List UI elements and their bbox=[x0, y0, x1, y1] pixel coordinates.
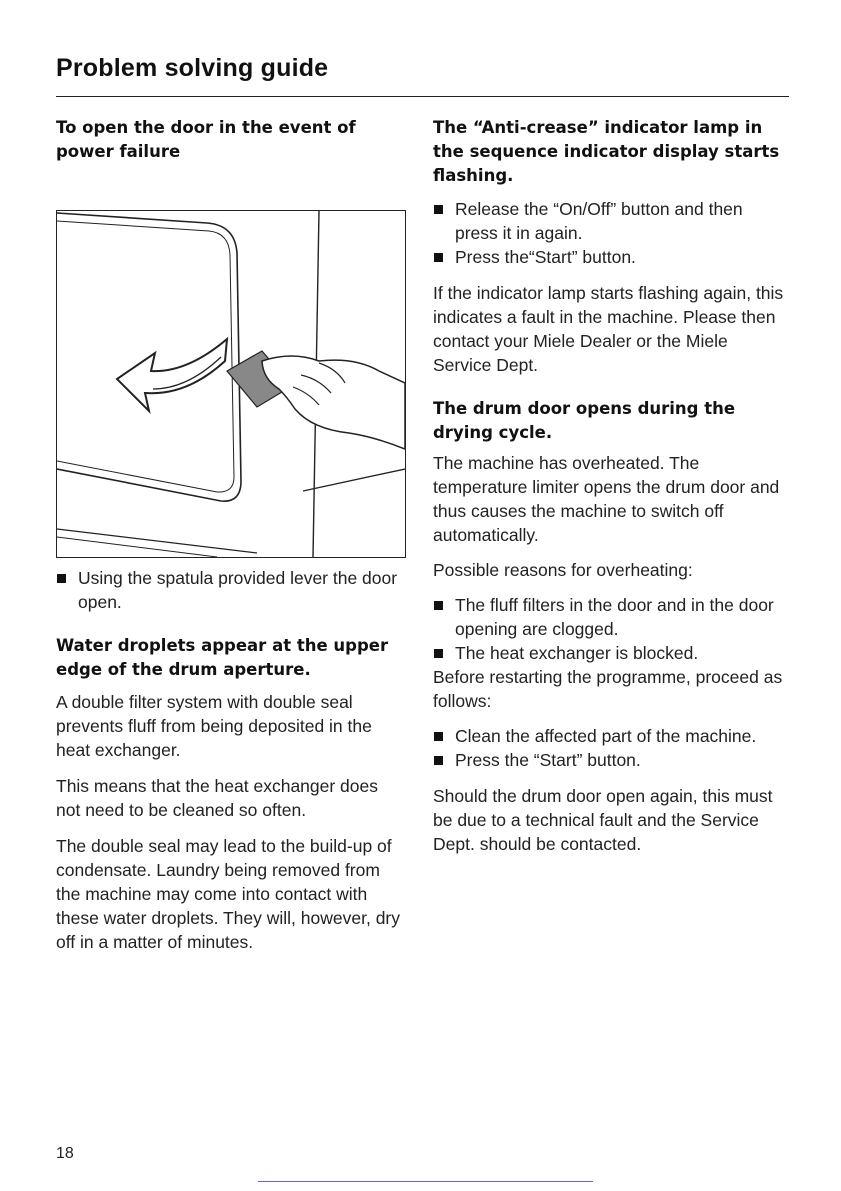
door-opening-diagram bbox=[57, 211, 405, 557]
drumdoor-paragraph-1: The machine has overheated. The temperature limiter opens the drum door and thus causes the machine to switch off automatically. bbox=[433, 453, 780, 545]
header-rule bbox=[56, 96, 789, 97]
bullet-square-icon bbox=[434, 205, 443, 214]
page-number: 18 bbox=[56, 1145, 74, 1162]
bullet-square-icon bbox=[434, 601, 443, 610]
droplets-heading: Water droplets appear at the upper edge of the drum aperture. bbox=[56, 636, 389, 679]
droplets-paragraph-2: This means that the heat exchanger does not need to be cleaned so often. bbox=[56, 776, 379, 820]
step-bullet-1: Clean the affected part of the machine. bbox=[433, 724, 789, 748]
left-column bbox=[56, 116, 406, 954]
bullet-square-icon bbox=[434, 732, 443, 741]
reason-bullet-1: The fluff filters in the door and in the door opening are clogged. bbox=[433, 593, 789, 641]
anticrease-paragraph: If the indicator lamp starts flashing again, this indicates a fault in the machine. Please then contact your Miele Dealer or the Miele Service Dept. bbox=[433, 283, 784, 375]
bottom-divider bbox=[258, 1181, 593, 1182]
bullet-square-icon bbox=[57, 574, 66, 583]
drumdoor-paragraph-4: Should the drum door open again, this must be due to a technical fault and the Service Dept. should be contacted. bbox=[433, 786, 773, 854]
right-column bbox=[433, 116, 789, 856]
droplets-paragraph-3: The double seal may lead to the build-up of condensate. Laundry being removed from the machine may come into contact with these water droplets. They will, however, dry off in a matter of minutes. bbox=[56, 836, 401, 952]
drumdoor-paragraph-2: Possible reasons for overheating: bbox=[433, 560, 693, 580]
bullet-square-icon bbox=[434, 756, 443, 765]
reason-bullet-2: The heat exchanger is blocked. bbox=[433, 641, 789, 665]
drumdoor-heading: The drum door opens during the drying cycle. bbox=[433, 399, 736, 442]
droplets-paragraph-1: A double filter system with double seal prevents fluff from being deposited in the heat exchanger. bbox=[56, 692, 372, 760]
step-bullet-2: Press the “Start” button. bbox=[433, 748, 789, 772]
anticrease-bullet-2: Press the“Start” button. bbox=[433, 245, 789, 269]
bullet-square-icon bbox=[434, 253, 443, 262]
door-heading: To open the door in the event of power failure bbox=[56, 118, 356, 161]
drumdoor-paragraph-3: Before restarting the programme, proceed as follows: bbox=[433, 667, 783, 711]
anticrease-bullet-1: Release the “On/Off” button and then press it in again. bbox=[433, 197, 789, 245]
anticrease-heading: The “Anti-crease” indicator lamp in the sequence indicator display starts flashing. bbox=[433, 118, 780, 185]
bullet-square-icon bbox=[434, 649, 443, 658]
page-title: Problem solving guide bbox=[56, 54, 329, 82]
door-bullet: Using the spatula provided lever the door open. bbox=[56, 566, 406, 614]
door-illustration bbox=[56, 210, 406, 558]
